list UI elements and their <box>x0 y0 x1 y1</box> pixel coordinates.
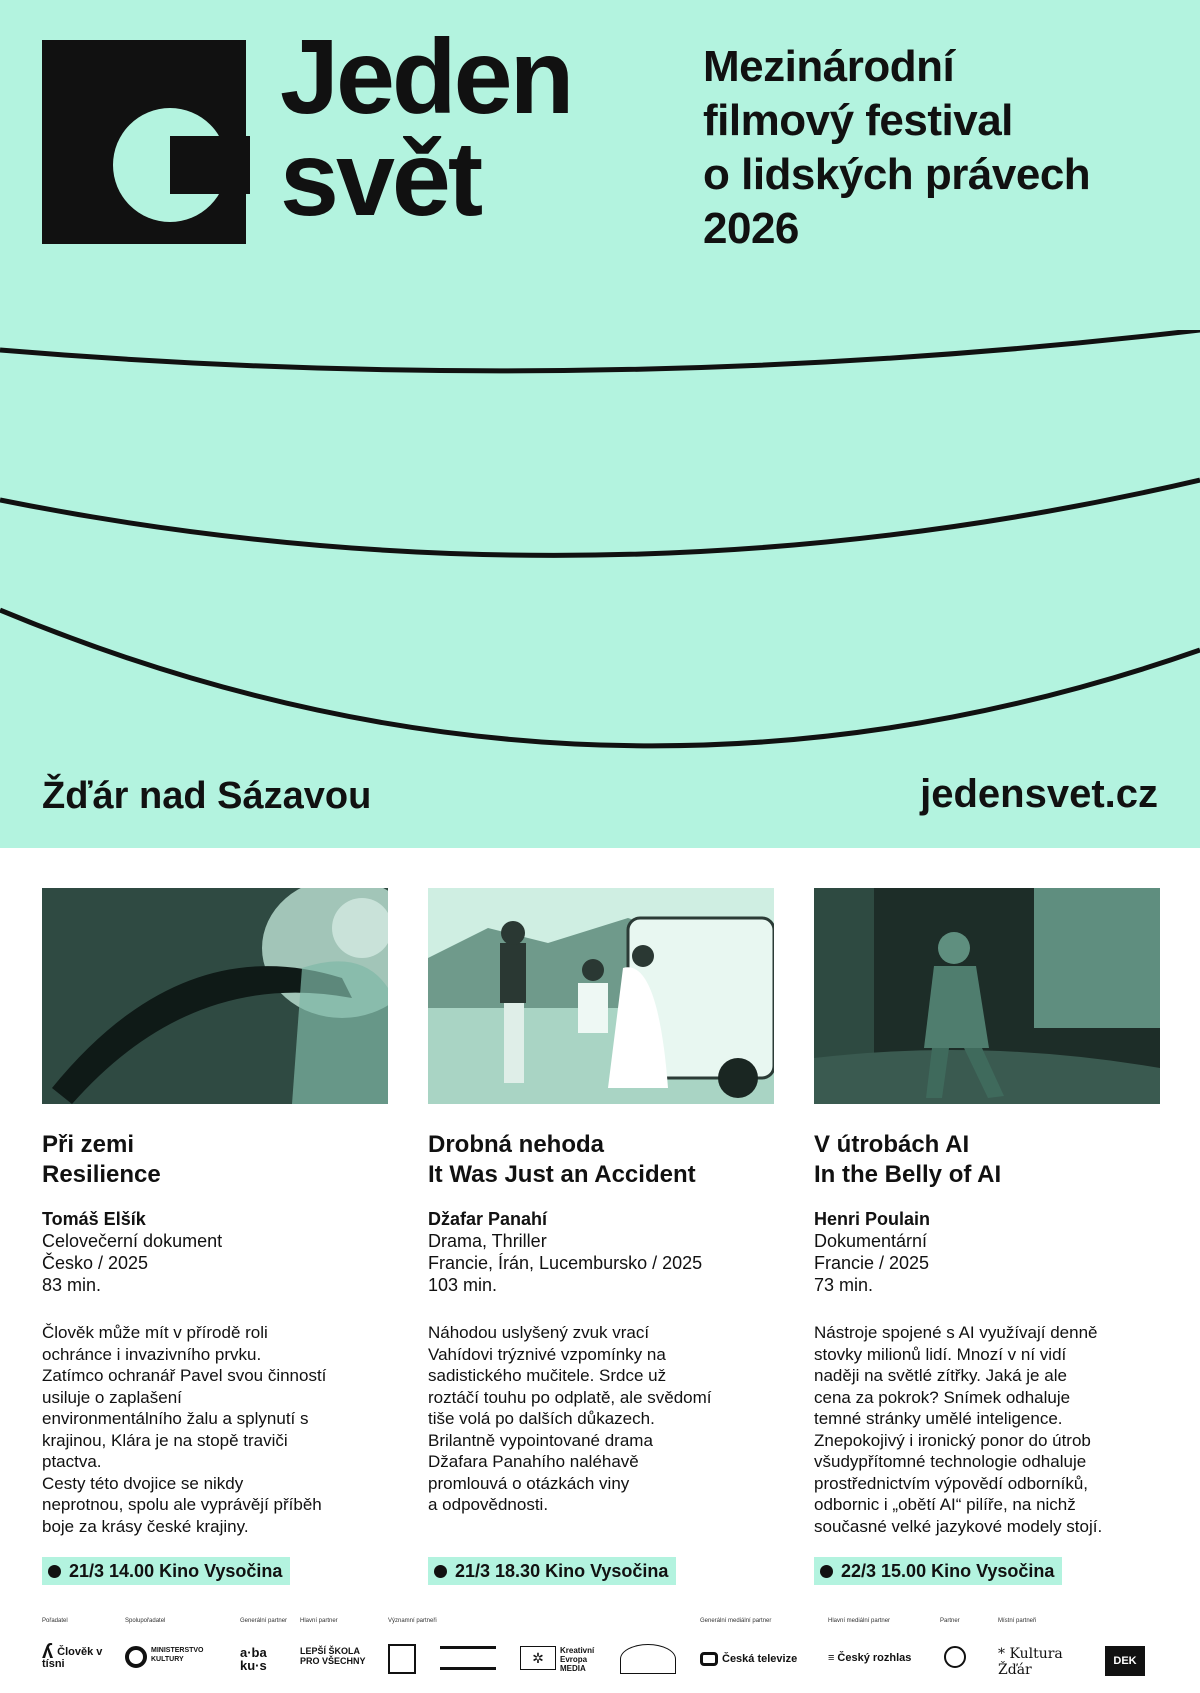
film-meta <box>428 1208 774 1296</box>
partner-logo-kreativni-evropa <box>520 1646 610 1673</box>
description-line: současné velké jazykové modely stojí. <box>814 1516 1103 1536</box>
description-line: Džafara Panahího naléhavě <box>428 1452 639 1471</box>
screening-time: 21/3 14.00 Kino Vysočina <box>69 1561 283 1581</box>
film-card <box>42 888 388 1585</box>
description-line: Znepokojivý i ironický ponor do útrob <box>814 1430 1091 1450</box>
description-line: environmentálního žalu a splynutí s <box>42 1409 309 1428</box>
brand-line-1: Jeden <box>280 18 572 136</box>
festival-tagline <box>703 40 1090 256</box>
film-title-cz: V útrobách AI <box>814 1131 970 1158</box>
film-title <box>428 1130 774 1190</box>
description-line: neprotnou, spolu ale vyprávějí příběh <box>42 1495 322 1514</box>
screening-badge <box>428 1557 676 1585</box>
film-description <box>42 1322 388 1537</box>
person-icon: ʎ <box>42 1641 54 1663</box>
description-line: naději na světlé zítřky. Jaká je ale <box>814 1366 1067 1385</box>
partner-logo-lepsi-skola: LEPŠÍ ŠKOLA PRO VŠECHNY <box>300 1646 366 1666</box>
partner-name: Člověk v tísni <box>42 1646 103 1670</box>
description-line: Zatímco ochranář Pavel svou činností <box>42 1366 327 1385</box>
city-name: Žďár nad Sázavou <box>42 775 372 817</box>
partner-name: Kreativní Evropa MEDIA <box>560 1646 595 1673</box>
film-still <box>42 888 388 1104</box>
partner-label: Významní partneři <box>388 1618 437 1624</box>
description-line: odbornic i „obětí AI“ pilíře, na nichž <box>814 1495 1076 1514</box>
film-title <box>42 1130 388 1190</box>
film-title-cz: Drobná nehoda <box>428 1131 605 1158</box>
ministry-c-icon <box>125 1646 147 1668</box>
partner-label: Hlavní partner <box>300 1618 338 1624</box>
film-title-en: In the Belly of AI <box>814 1161 1002 1188</box>
wave-line-3 <box>0 610 1200 746</box>
tagline-line: o lidských právech <box>703 150 1091 199</box>
screening-time: 21/3 18.30 Kino Vysočina <box>455 1560 669 1581</box>
decorative-waves <box>0 330 1200 750</box>
description-line: Náhodou uslyšený zvuk vrací <box>428 1323 650 1342</box>
partner-logo-knihovna-icon <box>944 1646 966 1668</box>
description-line: prostřednictvím výpovědí odborníků, <box>814 1473 1089 1493</box>
partner-name: Česká televize <box>722 1652 798 1665</box>
partner-label: Spolupořadatel <box>125 1618 166 1624</box>
description-line: boje za krásy české krajiny. <box>42 1516 249 1536</box>
description-line: Člověk může mít v přírodě roli <box>42 1323 268 1342</box>
film-length: 73 min. <box>814 1275 874 1295</box>
description-line: tiše volá po dalších důkazech. <box>428 1409 655 1428</box>
wave-line-1 <box>0 330 1200 371</box>
partner-logo-ceska-televize <box>700 1652 810 1666</box>
film-title <box>814 1130 1160 1190</box>
partner-label: Partner <box>940 1618 960 1624</box>
partner-logo-cesky-rozhlas <box>828 1652 928 1664</box>
film-length: 83 min. <box>42 1275 102 1295</box>
film-country-year: Francie / 2025 <box>814 1253 930 1273</box>
partners-strip <box>0 1618 1200 1686</box>
film-director: Džafar Panahí <box>428 1209 548 1229</box>
film-still <box>428 888 774 1104</box>
film-title-en: Resilience <box>42 1161 161 1188</box>
bullet-icon <box>434 1565 447 1578</box>
film-meta <box>814 1208 1160 1296</box>
description-line: všudypřítomné technologie odhaluje <box>814 1452 1087 1471</box>
screening-badge <box>814 1557 1062 1585</box>
bullet-icon <box>48 1565 61 1578</box>
partner-logo-kultura-zdar: * Kultura Žďár <box>998 1646 1063 1678</box>
screening-badge <box>42 1557 290 1585</box>
film-description <box>814 1322 1160 1537</box>
film-still <box>814 888 1160 1104</box>
description-line: usiluje o zaplašení <box>42 1387 182 1407</box>
description-line: temné stránky umělé inteligence. <box>814 1409 1063 1428</box>
film-country-year: Česko / 2025 <box>42 1253 149 1273</box>
partner-logo-placeholder <box>440 1646 496 1670</box>
partner-label: Generální partner <box>240 1618 288 1624</box>
description-line: krajinou, Klára je na stopě traviči <box>42 1430 288 1450</box>
partner-label: Místní partneři <box>998 1618 1037 1624</box>
film-card <box>428 888 774 1585</box>
film-genre: Dokumentární <box>814 1231 928 1251</box>
festival-brand <box>280 18 572 238</box>
description-line: Cesty této dvojice se nikdy <box>42 1473 244 1493</box>
description-line: Brilantně vypointované drama <box>428 1430 653 1450</box>
description-line: cena za pokrok? Snímek odhaluje <box>814 1387 1071 1407</box>
film-length: 103 min. <box>428 1275 498 1295</box>
eu-flag-icon: ✲ <box>520 1646 556 1670</box>
film-director: Tomáš Elšík <box>42 1209 146 1229</box>
wave-line-2 <box>0 480 1200 555</box>
ct-icon <box>700 1652 718 1666</box>
description-line: ptactva. <box>42 1452 102 1471</box>
film-description <box>428 1322 774 1516</box>
description-line: ochránce i invazivního prvku. <box>42 1344 262 1364</box>
screening-time: 22/3 15.00 Kino Vysočina <box>841 1561 1055 1581</box>
description-line: roztáčí touhu po odplatě, ale svědomí <box>428 1387 712 1407</box>
film-country-year: Francie, Írán, Lucembursko / 2025 <box>428 1253 703 1273</box>
partner-logo-abakus: a·ba ku·s <box>240 1645 267 1673</box>
film-genre: Drama, Thriller <box>428 1231 547 1251</box>
partner-logo-placeholder <box>620 1644 676 1674</box>
website-link[interactable]: jedensvet.cz <box>920 772 1158 816</box>
bullet-icon <box>820 1565 833 1578</box>
logo-c-cut <box>170 136 250 194</box>
partner-name: Český rozhlas <box>837 1652 912 1664</box>
partner-label: Pořadatel <box>42 1618 68 1624</box>
film-genre: Celovečerní dokument <box>42 1231 223 1251</box>
partner-logo-placeholder <box>388 1644 416 1674</box>
tagline-line: filmový festival <box>703 96 1013 145</box>
partner-logo-ministerstvo <box>125 1646 220 1668</box>
film-title-cz: Při zemi <box>42 1131 135 1158</box>
film-card <box>814 888 1160 1585</box>
tagline-line: Mezinárodní <box>703 42 955 91</box>
brand-line-2: svět <box>280 120 481 238</box>
film-director: Henri Poulain <box>814 1209 931 1229</box>
film-title-en: It Was Just an Accident <box>428 1161 696 1188</box>
description-line: promlouvá o otázkách viny <box>428 1473 630 1493</box>
rozhlas-icon: ≡ <box>828 1652 835 1664</box>
film-meta <box>42 1208 388 1296</box>
description-line: a odpovědnosti. <box>428 1495 549 1514</box>
tagline-line: 2026 <box>703 204 799 253</box>
partner-label: Hlavní mediální partner <box>828 1618 891 1624</box>
partner-logo-clovek-v-tisni <box>42 1641 112 1670</box>
description-line: stovky milionů lidí. Mnozí v ní vidí <box>814 1344 1067 1364</box>
description-line: Vahídovi trýznivé vzpomínky na <box>428 1344 666 1364</box>
partner-name: MINISTERSTVO KULTURY <box>151 1647 204 1663</box>
description-line: sadistického mučitele. Srdce už <box>428 1366 667 1385</box>
partner-label: Generální mediální partner <box>700 1618 772 1624</box>
partner-logo-dek: DEK <box>1105 1646 1145 1676</box>
description-line: Nástroje spojené s AI využívají denně <box>814 1323 1098 1342</box>
